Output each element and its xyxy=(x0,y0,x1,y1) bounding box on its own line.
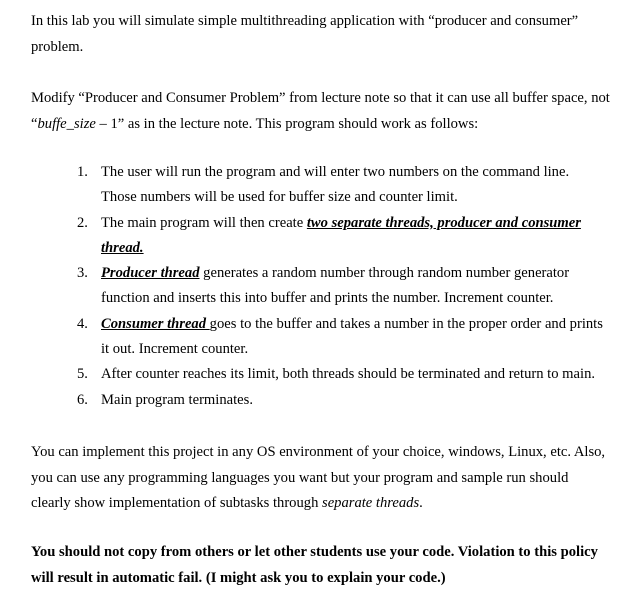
implementation-paragraph xyxy=(31,440,611,517)
list-number: 4. xyxy=(77,315,88,332)
list-number: 3. xyxy=(77,265,88,282)
list-item-text: The user will run the program and will enter two numbers on the command line. Those numbers will be used for buffer size and counter limit. xyxy=(101,164,570,206)
list-item xyxy=(31,261,605,312)
list-item xyxy=(31,362,605,387)
policy-paragraph: You should not copy from others or let other students use your code. Violation to this policy will result in automatic fail. (I might ask you to explain your code.) xyxy=(31,544,598,586)
list-item-text: Main program terminates. xyxy=(101,391,253,408)
separate-threads-term: separate threads xyxy=(322,495,420,511)
list-item-text: generates a random number through random number generator function and inserts this into buffer and prints the number. Increment counter. xyxy=(101,265,570,307)
list-item-text: goes to the buffer and takes a number in the proper order and prints it out. Increment counter. xyxy=(101,315,603,358)
intro-paragraph: In this lab you will simulate simple multithreading application with “producer and consumer” problem. xyxy=(31,13,579,55)
list-item-text: After counter reaches its limit, both threads should be terminated and return to main. xyxy=(101,366,596,383)
emphasis-consumer-thread: Consumer thread xyxy=(101,315,210,332)
list-number: 5. xyxy=(77,366,88,383)
list-item xyxy=(31,160,605,211)
list-item-text: The main program will then create xyxy=(101,214,307,231)
list-item xyxy=(31,211,605,262)
emphasis-threads: two separate threads, producer and consumer thread. xyxy=(101,214,581,256)
steps-list xyxy=(31,160,611,413)
list-item xyxy=(31,312,605,363)
implementation-text-after: . xyxy=(419,495,423,511)
list-number: 2. xyxy=(77,214,88,231)
list-number: 1. xyxy=(77,164,88,180)
emphasis-producer-thread: Producer thread xyxy=(101,265,200,282)
list-number: 6. xyxy=(77,391,88,408)
implementation-text-before: You can implement this project in any OS environment of your choice, windows, Linux, etc. Also, you can use any programming languages you want but your program and sample run should clearly show implementation of subtasks through xyxy=(31,444,606,511)
buffer-size-term: buffe_size xyxy=(37,115,96,132)
list-item xyxy=(31,388,605,413)
modify-text-before: Modify “Producer and Consumer Problem” from lecture note so that it can use all buffer space, not “ xyxy=(31,90,610,132)
modify-text-after: – 1” as in the lecture note. This program should work as follows: xyxy=(95,115,479,132)
modify-paragraph xyxy=(31,86,611,137)
